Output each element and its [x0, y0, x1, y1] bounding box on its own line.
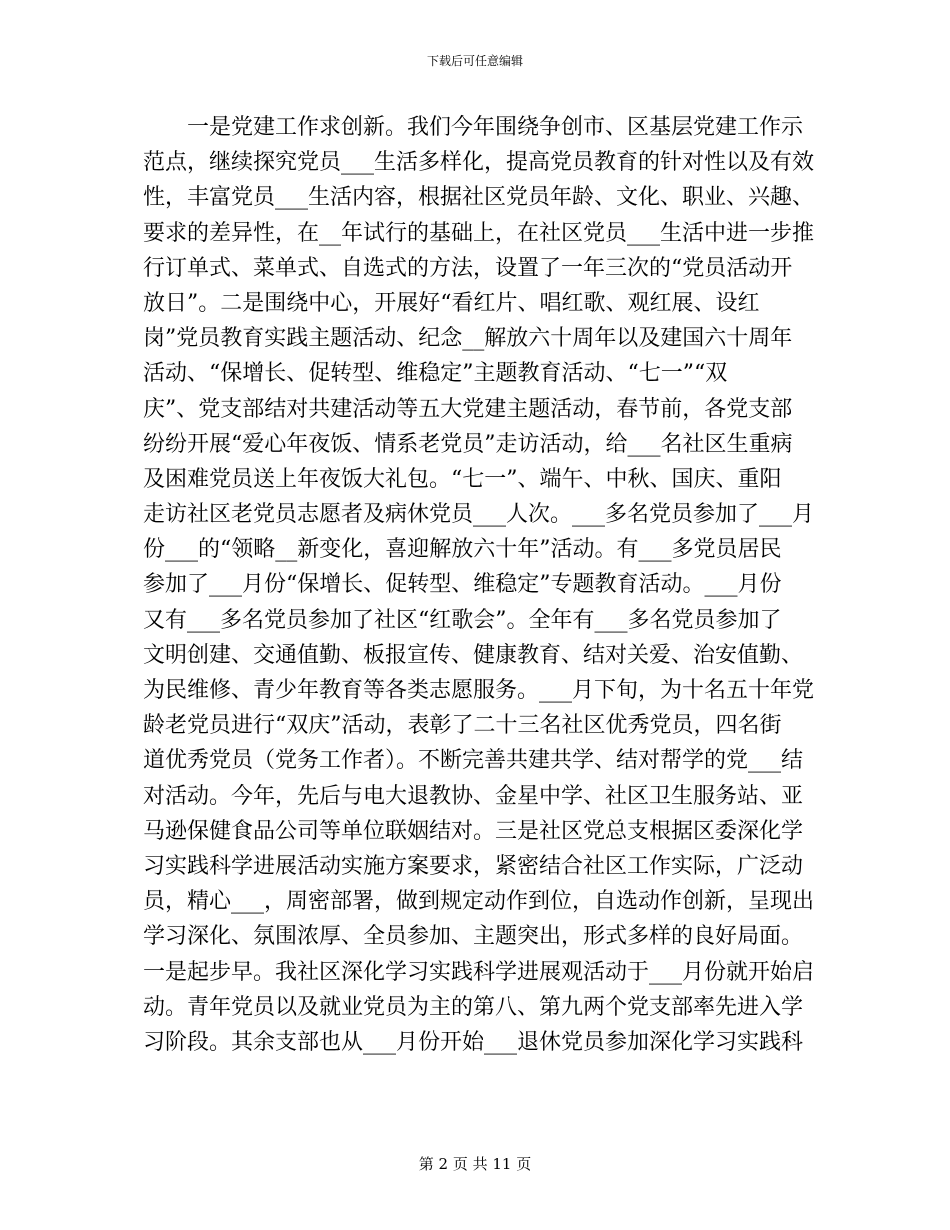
text-line: 岗”党员教育实践主题活动、纪念__解放六十周年以及建国六十周年	[143, 326, 793, 352]
text-line: 又有___多名党员参加了社区“红歌会”。全年有___多名党员参加了	[143, 607, 782, 633]
text-line: 习实践科学进展活动实施方案要求，紧密结合社区工作实际，广泛动	[143, 853, 804, 879]
text-line: 纷纷开展“爱心年夜饭、情系老党员”走访活动，给___名社区生重病	[143, 431, 793, 457]
text-line: 庆”、党支部结对共建活动等五大党建主题活动，春节前，各党支部	[143, 396, 793, 422]
text-line: 行订单式、菜单式、自选式的方法，设置了一年三次的“党员活动开	[143, 255, 793, 281]
text-line: 活动、“保增长、促转型、维稳定”主题教育活动、“七一”“双	[143, 361, 728, 387]
text-line: 对活动。今年，先后与电大退教协、金星中学、社区卫生服务站、亚	[143, 783, 804, 809]
text-line: 一是起步早。我社区深化学习实践科学进展观活动于___月份就开始启	[143, 959, 815, 985]
text-line: 员，精心___，周密部署，做到规定动作到位，自选动作创新，呈现出	[143, 889, 815, 915]
text-line: 为民维修、青少年教育等各类志愿服务。___月下旬，为十名五十年党	[143, 678, 815, 703]
text-line: 道优秀党员（党务工作者）。不断完善共建共学、结对帮学的党___结	[143, 748, 804, 774]
text-line: 龄老党员进行“双庆”活动，表彰了二十三名社区优秀党员，四名街	[143, 713, 782, 739]
text-line: 要求的差异性，在__年试行的基础上，在社区党员___生活中进一步推	[143, 220, 815, 246]
text-line: 动。青年党员以及就业党员为主的第八、第九两个党支部率先进入学	[143, 994, 804, 1020]
page-number: 第 2 页 共 11 页	[418, 1155, 532, 1173]
page-header: 下载后可任意编辑	[426, 54, 523, 68]
text-line: 范点，继续探究党员___生活多样化，提高党员教育的针对性以及有效	[143, 150, 815, 176]
text-line: 参加了___月份“保增长、促转型、维稳定”专题教育活动。___月份	[143, 572, 782, 598]
text-line: 走访社区老党员志愿者及病休党员___人次。___多名党员参加了___月	[143, 502, 815, 528]
text-line: 文明创建、交通值勤、板报宣传、健康教育、结对关爱、治安值勤、	[143, 642, 804, 668]
text-line: 一是党建工作求创新。我们今年围绕争创市、区基层党建工作示	[143, 115, 804, 140]
text-line: 份___的“领略__新变化，喜迎解放六十年”活动。有___多党员居民	[143, 537, 782, 563]
document-body	[143, 110, 815, 1060]
text-line: 习阶段。其余支部也从___月份开始___退休党员参加深化学习实践科	[143, 1029, 804, 1055]
text-line: 学习深化、氛围浓厚、全员参加、主题突出，形式多样的良好局面。	[143, 924, 804, 950]
text-line: 性，丰富党员___生活内容，根据社区党员年龄、文化、职业、兴趣、	[143, 185, 815, 211]
text-line: 及困难党员送上年夜饭大礼包。“七一”、端午、中秋、国庆、重阳	[143, 466, 782, 492]
text-line: 马逊保健食品公司等单位联姻结对。三是社区党总支根据区委深化学	[143, 818, 804, 844]
text-line: 放日”。二是围绕中心，开展好“看红片、唱红歌、观红展、设红	[143, 290, 760, 316]
